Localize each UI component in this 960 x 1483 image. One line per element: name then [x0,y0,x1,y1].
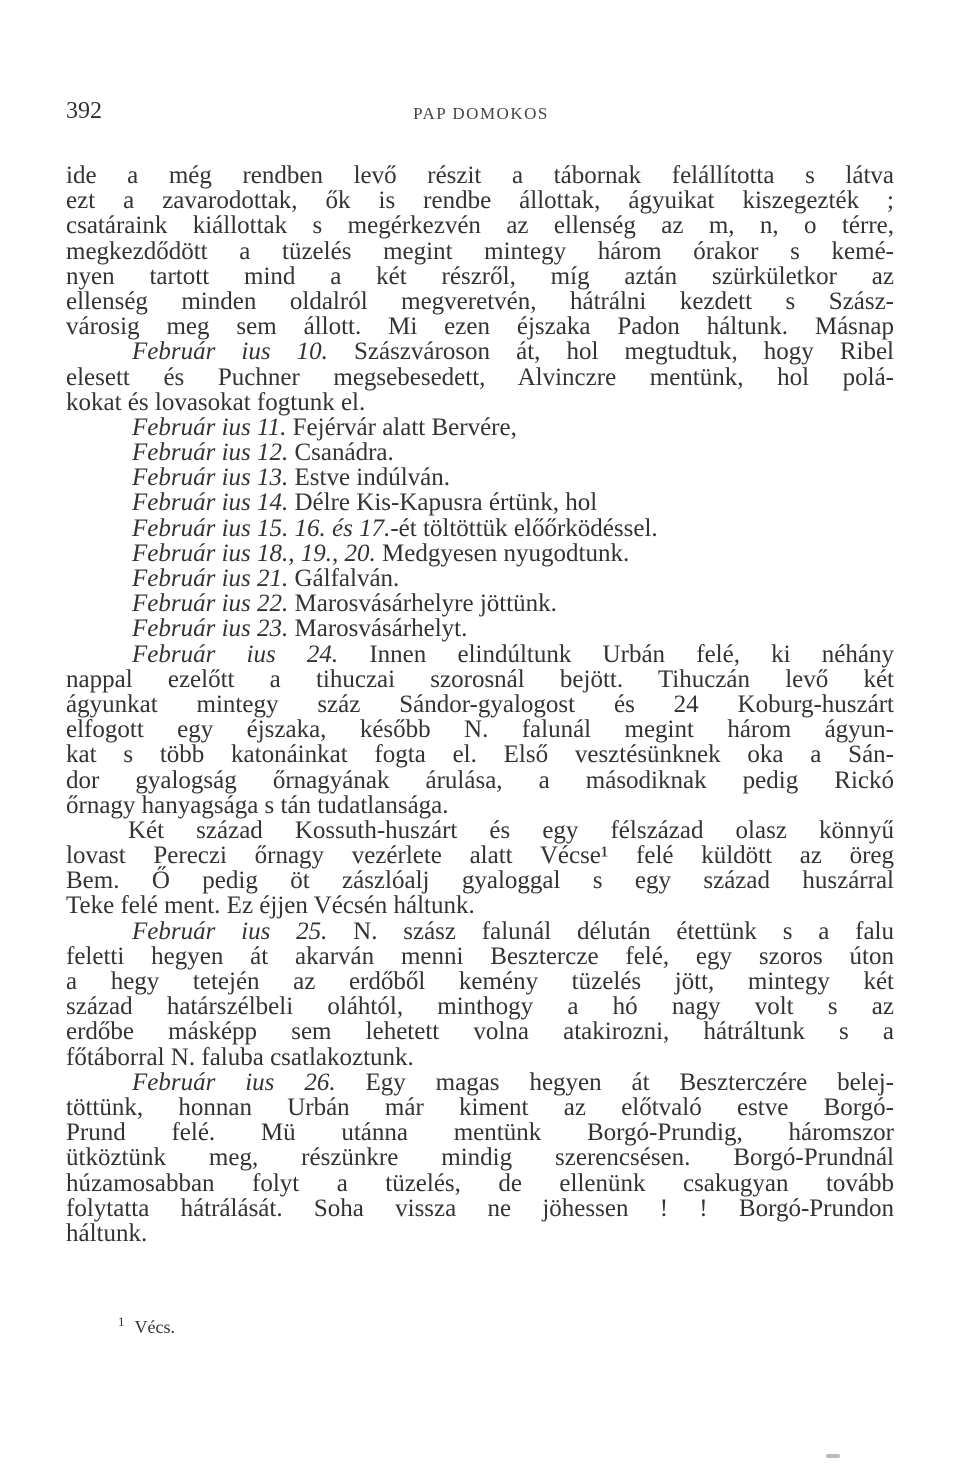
footnote [118,1314,175,1338]
body-text [66,163,894,1246]
text-line [66,289,894,314]
line-text: folytatta hátrálását. Soha vissza ne jöhessen ! ! Borgó-Prundon [66,1194,894,1222]
line-text: csatáraink kiállottak s megérkezvén az ellenség az m, n, o térre, [66,212,894,240]
text-line [66,768,894,793]
line-text: Csanádra. [288,439,394,467]
date-label: Február ius 23. [132,615,289,643]
date-label: Február ius 25. [132,917,328,945]
text-line [66,314,894,339]
paper-speck [826,1454,840,1458]
text-line [66,1171,894,1196]
text-line [66,1196,894,1221]
line-text: Délre Kis-Kapusra értünk, hol [288,489,598,517]
text-line [66,1221,894,1246]
line-text: Egy magas hegyen át Beszterczére belej- [335,1068,894,1096]
text-line [66,415,894,440]
line-text: Estve indúlván. [288,464,451,492]
footnote-text: Vécs. [134,1317,175,1337]
text-line [66,264,894,289]
text-line [66,239,894,264]
line-text: ágyunkat mintegy száz Sándor-gyalogost és 24 Koburg-huszárt [66,690,894,718]
text-line [66,465,894,490]
line-text: Teke felé ment. Ez éjjen Vécsén háltunk. [66,892,475,920]
line-text: ellenség minden oldalról megveretvén, hátrálni kezdett s Szász- [66,287,894,315]
line-text: nyen tartott mind a két részről, míg aztán szürkületkor az [66,262,894,290]
line-text: erdőbe másképp sem lehetett volna atakirozni, hátráltunk s a [66,1018,894,1046]
text-line [66,163,894,188]
text-line [66,667,894,692]
line-text: városig meg sem állott. Mi ezen éjszaka Padon háltunk. Másnap [66,313,894,341]
date-label: Február ius 12. [132,439,289,467]
text-line [66,339,894,364]
line-text: ütköztünk meg, részünkre mindig szerencsésen. Borgó-Prundnál [66,1144,894,1172]
text-line [66,969,894,994]
text-line [66,1095,894,1120]
text-line [66,994,894,1019]
running-head: PAP DOMOKOS [413,104,549,123]
line-text: Innen elindúltunk Urbán felé, ki néhány [338,640,894,668]
line-text: ezt a zavarodottak, ők is rendbe állottak, ágyuikat kiszegezték ; [66,187,894,215]
text-line [66,919,894,944]
line-text: feletti hegyen át akarván menni Beszterczе felé, egy szoros úton [66,942,894,970]
text-line [66,1120,894,1145]
line-text: Marosvásárhelyt. [288,615,468,643]
line-text: megkezdődött a tüzelés megint mintegy három órakor s kemé- [66,237,894,265]
text-line [66,944,894,969]
line-text: kokat és lovasokat fogtunk el. [66,388,366,416]
text-line [66,793,894,818]
text-line [66,818,894,843]
line-text: dor gyalogság őrnagyának árulása, a másodiknak pedig Rickó [66,766,894,794]
line-text: kat s több katonáinkat fogta el. Első vesztésünknek oka a Sán- [66,741,894,769]
text-line [66,1070,894,1095]
text-line [66,1019,894,1044]
line-text: Gálfalván. [288,565,400,592]
footnote-marker: 1 [118,1314,125,1329]
page-number: 392 [66,98,102,124]
date-label: Február ius 15. 16. és 17. [132,514,391,542]
line-text: a hegy tetején az erdőből kemény tüzelés jött, mintegy két [66,968,894,995]
text-line [66,490,894,515]
line-text: háltunk. [66,1219,148,1247]
date-label: Február ius 10. [132,338,328,366]
line-text: elfogott egy éjszaka, később N. falunál megint három ágyun- [66,716,894,744]
text-line [66,717,894,742]
line-text: őrnagy hanyagsága s tán tudatlansága. [66,791,449,819]
line-text: Medgyesen nyugodtunk. [375,539,630,567]
line-text: nappal ezelőtt a tihuczai szorosnál bejött. Tihuczán levő két [66,665,894,693]
line-text: főtáborral N. faluba csatlakoztunk. [66,1043,414,1071]
line-text: Fejérvár alatt Bervére, [286,413,517,441]
line-text: Bem. Ő pedig öt zászlóalj gyaloggal s egy század huszárral [66,867,894,895]
line-text: ide a még rendben levő részit a tábornak felállította s látva [66,162,894,189]
line-text: elesett és Puchner megsebesedett, Alvinczre mentünk, hol polá- [66,363,894,391]
date-label: Február ius 24. [132,640,339,668]
text-line [66,440,894,465]
line-text: Szászvároson át, hol megtudtuk, hogy Ribel [327,338,895,366]
text-line [66,566,894,591]
date-label: Február ius 22. [132,590,289,618]
line-text: Prund felé. Mü utánna mentünk Borgó-Prundig, háromszor [66,1119,894,1147]
text-line [66,843,894,868]
line-text: Marosvásárhelyre jöttünk. [288,590,557,618]
text-line [66,591,894,616]
text-line [66,893,894,918]
line-text: töttünk, honnan Urbán már kiment az előtvaló estve Borgó- [66,1093,894,1121]
text-line [66,868,894,893]
text-line [66,642,894,667]
text-line [66,1045,894,1070]
date-label: Február ius 11. [132,413,287,441]
text-line [66,692,894,717]
date-label: Február ius 18., 19., 20. [132,539,376,567]
line-text: -ét töltöttük előőrködéssel. [390,514,658,542]
line-text: húzamosabban folyt a tüzelés, de ellenünk csakugyan tovább [66,1169,894,1197]
text-line [66,742,894,767]
text-line [66,213,894,238]
date-label: Február ius 26. [132,1068,336,1096]
text-line [66,1145,894,1170]
page-header [66,98,896,128]
text-line [66,390,894,415]
date-label: Február ius 14. [132,489,289,517]
date-label: Február ius 13. [132,464,289,492]
date-label: Február ius 21. [132,565,289,592]
line-text: Két század Kossuth-huszárt és egy félszázad olasz könnyű [128,816,894,844]
text-line [66,365,894,390]
text-line [66,516,894,541]
line-text: N. szász falunál délután étettünk s a falu [327,917,894,945]
line-text: század határszélbeli oláhtól, minthogy a hó nagy volt s az [66,993,894,1021]
text-line [66,541,894,566]
text-line [66,616,894,641]
line-text: lovast Pereczi őrnagy vezérlete alatt Vécse¹ felé küldött az öreg [66,842,894,870]
text-line [66,188,894,213]
